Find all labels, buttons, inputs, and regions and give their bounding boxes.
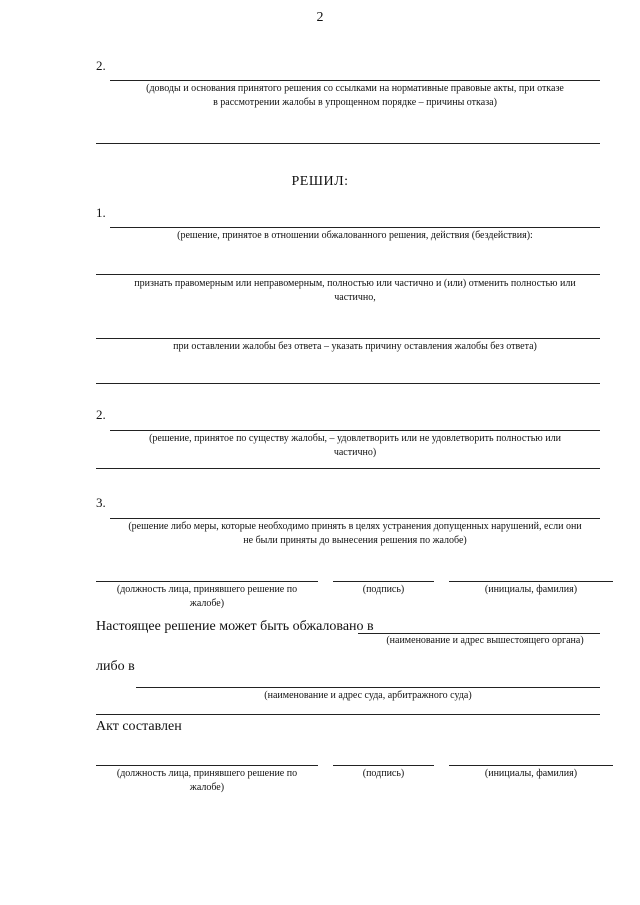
appeal-text: Настоящее решение может быть обжаловано в	[96, 619, 374, 634]
act-text: Акт составлен	[96, 719, 182, 734]
position-caption: жалобе)	[189, 782, 225, 793]
item-number: 1.	[96, 205, 106, 220]
signature-line	[333, 581, 434, 582]
page-title: РЕШИЛ:	[291, 174, 349, 189]
field-caption: (наименование и адрес суда, арбитражного суда)	[264, 690, 472, 701]
field-caption: при оставлении жалобы без ответа – указать причину оставления жалобы без ответа)	[173, 341, 537, 352]
field-caption: (решение либо меры, которые необходимо принять в целях устранения допущенных нарушений, если они	[128, 521, 582, 532]
fill-line	[110, 227, 600, 228]
position-caption: жалобе)	[189, 598, 225, 609]
fill-line	[110, 518, 600, 519]
signature-caption: (подпись)	[362, 768, 405, 779]
position-line	[96, 765, 318, 766]
field-caption: (наименование и адрес вышестоящего органа)	[386, 635, 584, 646]
signature-line	[333, 765, 434, 766]
initials-line	[449, 581, 613, 582]
initials-caption: (инициалы, фамилия)	[484, 584, 578, 595]
fill-line	[136, 687, 600, 688]
field-caption: признать правомерным или неправомерным, полностью или частично и (или) отменить полностью или	[134, 278, 576, 289]
fill-line	[96, 468, 600, 469]
field-caption: (решение, принятое в отношении обжалованного решения, действия (бездействия):	[177, 230, 533, 241]
field-caption: не были приняты до вынесения решения по жалобе)	[243, 535, 467, 546]
position-caption: (должность лица, принявшего решение по	[116, 768, 298, 779]
field-caption: в рассмотрении жалобы в упрощенном порядке – причины отказа)	[213, 97, 497, 108]
field-caption: (решение, принятое по существу жалобы, – удовлетворить или не удовлетворить полностью или	[149, 433, 561, 444]
fill-line	[110, 80, 600, 81]
field-caption: (доводы и основания принятого решения со ссылками на нормативные правовые акты, при отказе	[146, 83, 564, 94]
position-caption: (должность лица, принявшего решение по	[116, 584, 298, 595]
fill-line	[96, 383, 600, 384]
fill-line	[96, 338, 600, 339]
signature-caption: (подпись)	[362, 584, 405, 595]
section-number: 2.	[96, 58, 106, 73]
fill-line	[96, 714, 600, 715]
fill-line	[110, 430, 600, 431]
fill-line	[96, 274, 600, 275]
field-caption: частично)	[333, 447, 377, 458]
initials-line	[449, 765, 613, 766]
page-number: 2	[316, 10, 324, 25]
field-caption: частично,	[334, 292, 376, 303]
initials-caption: (инициалы, фамилия)	[484, 768, 578, 779]
or-court-text: либо в	[96, 659, 135, 674]
fill-line	[96, 143, 600, 144]
item-number: 3.	[96, 495, 106, 510]
position-line	[96, 581, 318, 582]
item-number: 2.	[96, 407, 106, 422]
